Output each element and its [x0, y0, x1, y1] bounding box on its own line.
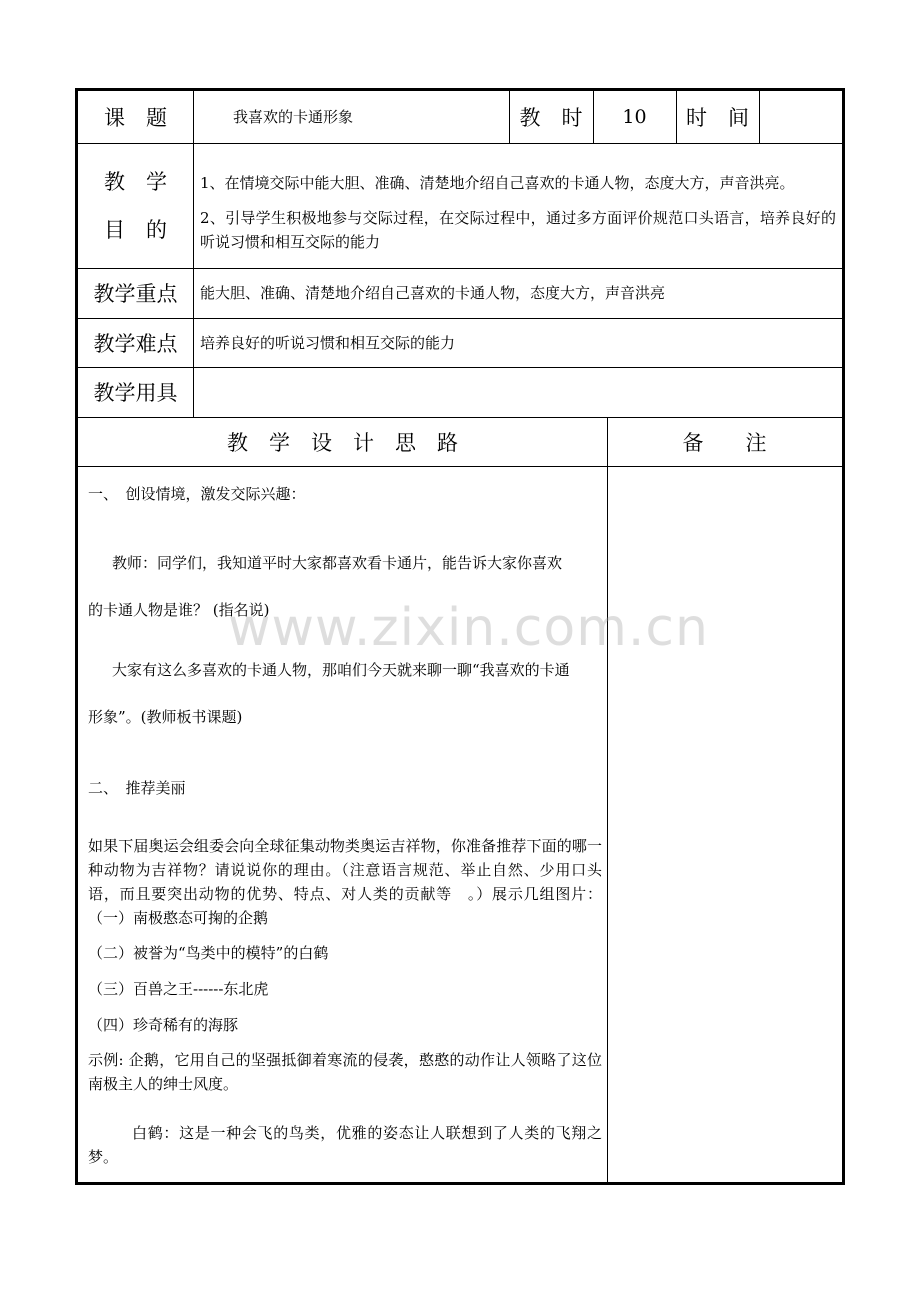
key-points-label: 教学重点 — [93, 282, 178, 306]
design-paragraph: 教师：同学们，我知道平时大家都喜欢看卡通片，能告诉大家你喜欢 — [112, 554, 563, 572]
design-paragraph: 如果下届奥运会组委会向全球征集动物类奥运吉祥物，你准备推荐下面的哪一种动物为吉祥物？请说说你的理由。（注意语言规范、举止自然、少用口头语，而且要突出动物的优势、特点、对人类的贡献等 。）展示几组图片：（一）南极憨态可掬的企鹅 — [88, 837, 602, 927]
notes-column — [608, 467, 840, 1182]
design-paragraph: 形象”。(教师板书课题) — [88, 708, 243, 726]
design-paragraph: 的卡通人物是谁？ (指名说) — [88, 601, 270, 619]
design-paragraph: 一、 创设情境，激发交际兴趣： — [88, 485, 306, 503]
hours-label: 教 时 — [519, 106, 583, 130]
design-paragraph: 大家有这么多喜欢的卡通人物，那咱们今天就来聊一聊“我喜欢的卡通 — [112, 661, 570, 679]
tools-label: 教学用具 — [93, 381, 178, 405]
objective-item: 2、引导学生积极地参与交际过程，在交际过程中，通过多方面评价规范口头语言，培养良好的听说习惯和相互交际的能力 — [200, 209, 836, 251]
objective-item: 1、在情境交际中能大胆、准确、清楚地介绍自己喜欢的卡通人物，态度大方，声音洪亮。 — [200, 174, 795, 192]
topic-value: 我喜欢的卡通形象 — [233, 108, 354, 126]
topic-label: 课 题 — [104, 106, 167, 130]
design-paragraph: （四）珍奇稀有的海豚 — [88, 1016, 239, 1034]
design-title: 教 学 设 计 思 路 — [227, 430, 458, 455]
objectives-label-line2: 目 的 — [104, 217, 167, 242]
difficulties-value: 培养良好的听说习惯和相互交际的能力 — [200, 333, 456, 352]
col-divider — [193, 91, 194, 417]
difficulties-label: 教学难点 — [93, 331, 178, 356]
tools-value — [200, 367, 836, 417]
design-paragraph: （三）百兽之王------东北虎 — [88, 980, 269, 998]
time-label: 时 间 — [686, 106, 749, 130]
design-paragraph: 白鹤：这是一种会飞的鸟类，优雅的姿态让人联想到了人类的飞翔之梦。 — [88, 1124, 602, 1166]
objectives-label-line1: 教 学 — [104, 169, 167, 194]
design-paragraph: （二）被誉为“鸟类中的模特”的白鹤 — [88, 944, 329, 962]
time-value — [765, 91, 839, 143]
hours-value: 10 — [622, 106, 647, 128]
objectives-label — [78, 143, 193, 268]
design-paragraph: 示例: 企鹅，它用自己的坚强抵御着寒流的侵袭，憨憨的动作让人领略了这位南极主人的绅士风度。 — [88, 1051, 602, 1093]
notes-title: 备 注 — [682, 430, 767, 455]
design-paragraph: 二、 推荐美丽 — [88, 779, 186, 797]
key-points-value: 能大胆、准确、清楚地介绍自己喜欢的卡通人物，态度大方，声音洪亮 — [200, 284, 666, 302]
watermark: www.zixin.com.cn — [228, 598, 709, 658]
col-divider — [759, 91, 760, 143]
